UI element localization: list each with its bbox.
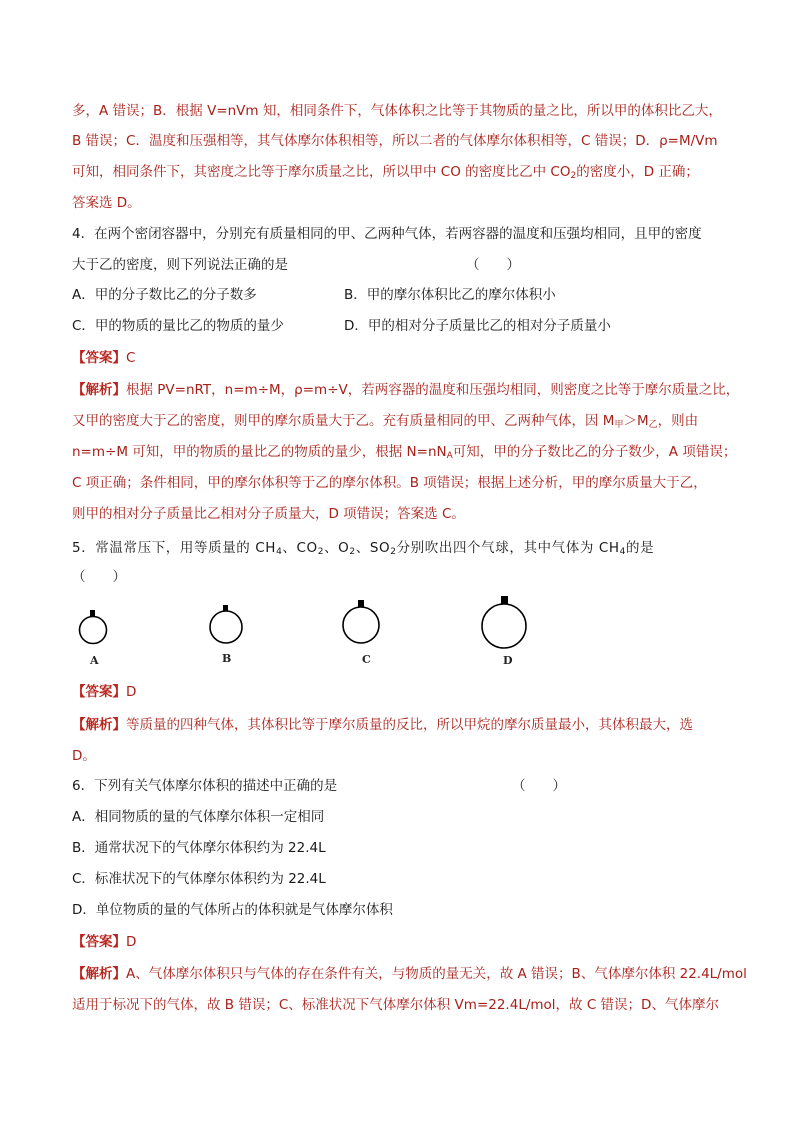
q6-option-d: D．单位物质的量的气体所占的体积就是气体摩尔体积	[72, 902, 393, 918]
q6-stem: 6．下列有关气体摩尔体积的描述中正确的是	[72, 778, 338, 794]
balloon-label-b: B	[222, 652, 232, 665]
q5-stem: 5．常温常压下，用等质量的 $CH_4$、$CO_2$、$O_2$、$SO_2$分别吹出四个气球，其中气体为 $CH_4$的是	[72, 540, 655, 557]
balloon-label-c: C	[362, 653, 371, 666]
q4-explanation-line-1: 【解析】根据 PV=nRT，n=m÷M，ρ=m÷V，若两容器的温度和压强均相同，则密度之比等于摩尔质量之比，	[72, 382, 740, 398]
q4-explanation-line-2: 又甲的密度大于乙的密度，则甲的摩尔质量大于乙。充有质量相同的甲、乙两种气体，因 $M_甲>M_乙$，则由	[72, 413, 699, 430]
balloons-figure	[72, 590, 542, 680]
q4-explanation-line-3: n=m÷M 可知，甲的物质的量比乙的物质的量少，根据 $N=nN_A$可知，甲的分子数比乙的分子数少，A 项错误；	[72, 444, 737, 461]
q6-option-a: A．相同物质的量的气体摩尔体积一定相同	[72, 809, 325, 825]
balloon-d-icon	[482, 596, 526, 648]
q4-option-c: C．甲的物质的量比乙的物质的量少	[72, 318, 284, 334]
q5-answer: 【答案】D	[72, 684, 137, 700]
q5-explanation-line-2: D。	[72, 748, 96, 764]
q6-answer: 【答案】D	[72, 934, 137, 950]
q4-explanation-line-4: C 项正确；条件相同，甲的摩尔体积等于乙的摩尔体积。B 项错误；根据上述分析，甲的摩尔质量大于乙，	[72, 475, 707, 491]
q6-option-b: B．通常状况下的气体摩尔体积约为 22.4L	[72, 840, 326, 856]
q6-explanation-line-1: 【解析】A、气体摩尔体积只与气体的存在条件有关，与物质的量无关，故 A 错误；B、气体摩尔体积 22.4L/mol	[72, 966, 747, 982]
prev-explanation-line-2: B 错误；C．温度和压强相等，其气体摩尔体积相等，所以二者的气体摩尔体积相等，C 错误；D．ρ=M/Vm	[72, 133, 718, 149]
balloon-label-a: A	[90, 654, 99, 667]
q4-explanation-line-5: 则甲的相对分子质量比乙相对分子质量大，D 项错误；答案选 C。	[72, 506, 465, 522]
q4-stem-line-1: 4．在两个密闭容器中，分别充有质量相同的甲、乙两种气体，若两容器的温度和压强均相同，且甲的密度	[72, 226, 702, 242]
q4-option-d: D．甲的相对分子质量比乙的相对分子质量小	[344, 318, 611, 334]
balloon-label-d: D	[503, 654, 513, 667]
prev-explanation-line-4: 答案选 D。	[72, 195, 141, 211]
q6-option-c: C．标准状况下的气体摩尔体积约为 22.4L	[72, 871, 326, 887]
balloon-b-icon	[210, 605, 242, 643]
prev-explanation-line-3: 可知，相同条件下，其密度之比等于摩尔质量之比，所以甲中 CO 的密度比乙中 $CO_2$的密度小，D 正确；	[72, 164, 699, 181]
q4-answer-paren: （ ）	[466, 257, 520, 273]
q4-stem-line-2: 大于乙的密度，则下列说法正确的是	[72, 257, 288, 273]
balloon-c-icon	[343, 600, 379, 643]
q5-explanation-line-1: 【解析】等质量的四种气体，其体积比等于摩尔质量的反比，所以甲烷的摩尔质量最小，其体积最大，选	[72, 717, 693, 733]
q5-answer-paren: （ ）	[72, 569, 126, 585]
q4-answer: 【答案】C	[72, 350, 136, 366]
q4-option-a: A．甲的分子数比乙的分子数多	[72, 287, 257, 303]
q6-answer-paren: （ ）	[512, 778, 566, 794]
balloon-a-icon	[80, 610, 107, 644]
q6-explanation-line-2: 适用于标况下的气体，故 B 错误；C、标准状况下气体摩尔体积 Vm=22.4L/mol，故 C 错误；D、气体摩尔	[72, 997, 719, 1013]
prev-explanation-line-1: 多，A 错误；B．根据 V=nVm 知，相同条件下，气体体积之比等于其物质的量之比，所以甲的体积比乙大，	[72, 103, 722, 119]
q4-option-b: B．甲的摩尔体积比乙的摩尔体积小	[344, 287, 556, 303]
